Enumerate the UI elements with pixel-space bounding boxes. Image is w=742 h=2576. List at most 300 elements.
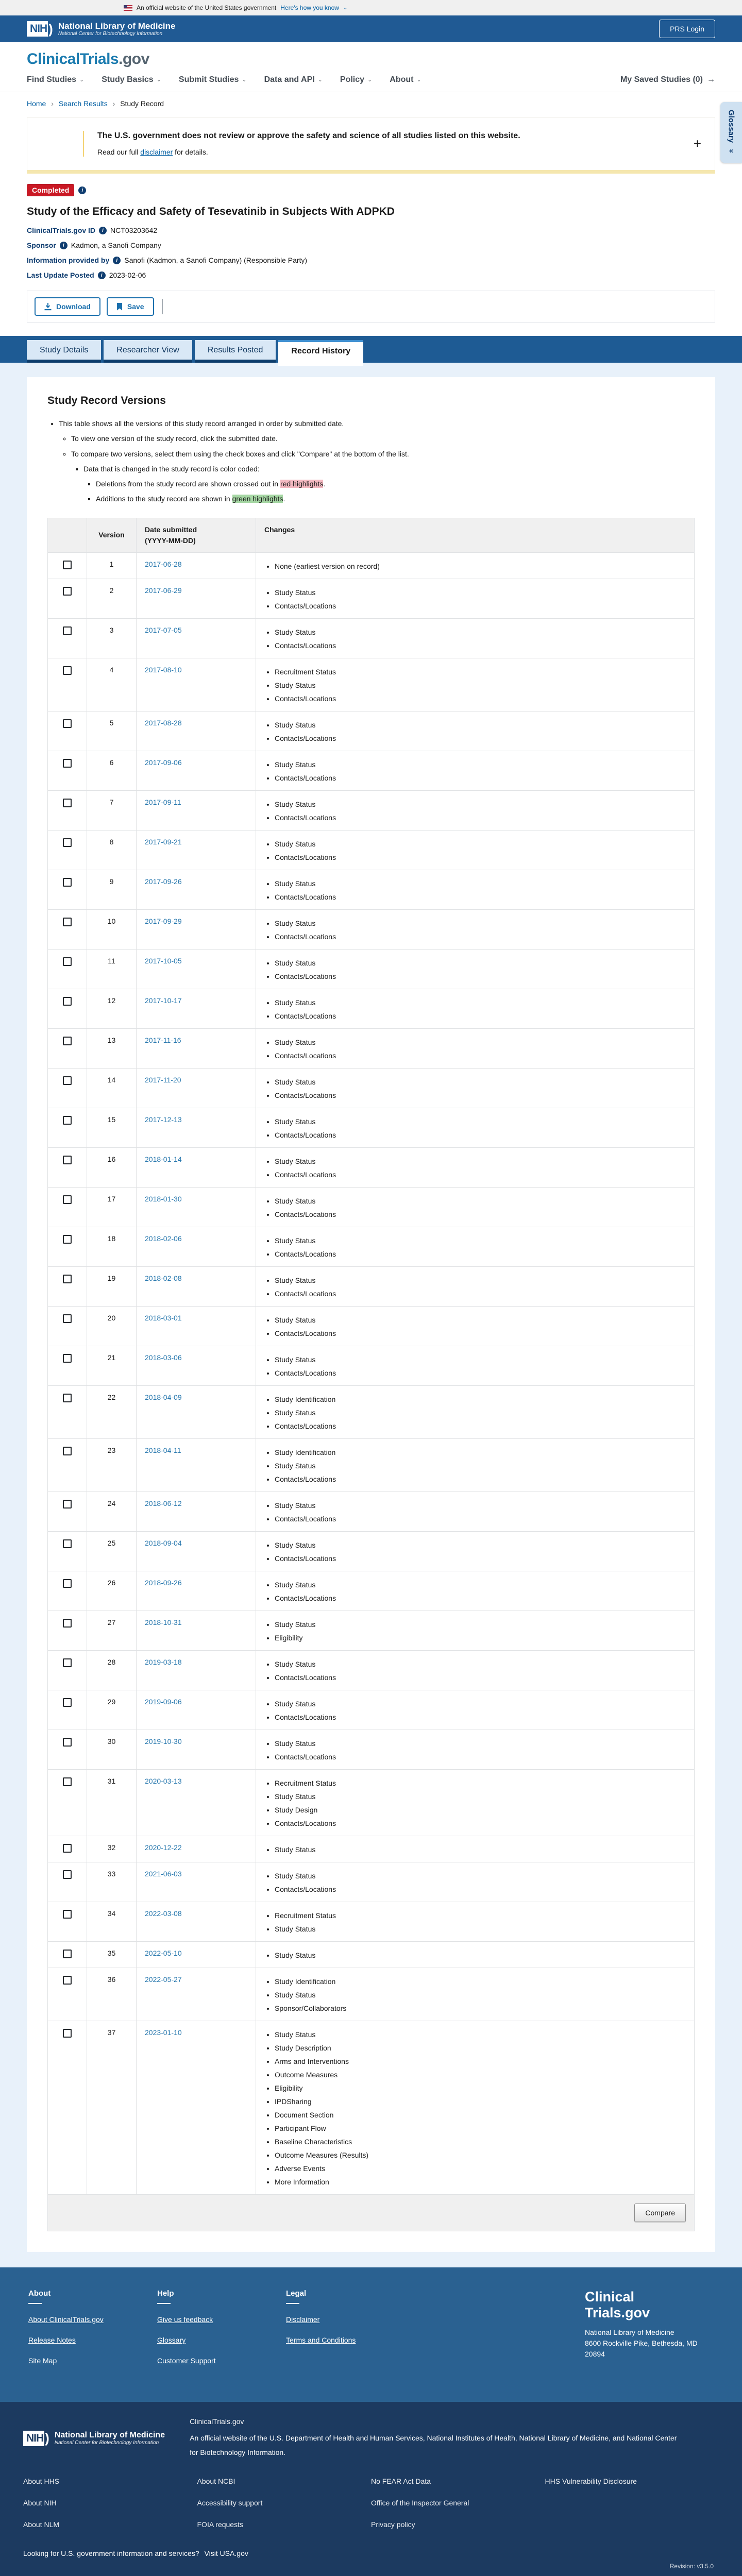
version-date-link[interactable]: 2022-03-08: [145, 1909, 182, 1918]
nih-logo[interactable]: [27, 21, 176, 37]
change-item: • Study Status: [275, 2028, 686, 2041]
version-number: 15: [87, 1108, 137, 1147]
version-date-link[interactable]: 2018-02-06: [145, 1234, 182, 1243]
breadcrumb-current: Study Record: [120, 99, 164, 108]
nih-logo-icon: NIH ): [23, 2430, 49, 2446]
change-item: • Contacts/Locations: [275, 1883, 686, 1896]
version-date-link[interactable]: 2017-09-06: [145, 758, 182, 767]
changes-list: [275, 996, 686, 1023]
footer-heading: Legal: [286, 2289, 307, 2298]
glossary-side-tab[interactable]: [720, 102, 742, 163]
table-row: [48, 2021, 695, 2194]
table-row: [48, 1385, 695, 1438]
change-item: • Study Status: [275, 996, 686, 1009]
version-checkbox[interactable]: [63, 1195, 72, 1204]
footer-link-site-map[interactable]: Site Map: [28, 2356, 57, 2365]
arrow-right-icon: →: [707, 75, 715, 84]
version-number: 16: [87, 1147, 137, 1187]
footer-link-no-fear-act-data[interactable]: No FEAR Act Data: [371, 2477, 431, 2485]
changes-list: [275, 1393, 686, 1433]
version-date-link[interactable]: 2017-11-16: [145, 1036, 181, 1044]
version-date-link[interactable]: 2021-06-03: [145, 1869, 182, 1878]
version-date-link[interactable]: 2019-09-06: [145, 1697, 182, 1706]
footer-link-foia-requests[interactable]: FOIA requests: [197, 2520, 243, 2529]
version-checkbox[interactable]: [63, 878, 72, 887]
table-row: [48, 1147, 695, 1187]
footer-link-terms-and-conditions[interactable]: Terms and Conditions: [286, 2335, 356, 2344]
change-item: • Document Section: [275, 2108, 686, 2122]
version-date-link[interactable]: 2017-10-05: [145, 956, 182, 965]
version-date-link[interactable]: 2018-03-06: [145, 1353, 182, 1362]
change-item: • Contacts/Locations: [275, 1247, 686, 1261]
changes-list: [275, 1869, 686, 1896]
nav-item-study-basics[interactable]: Study Basics ⌄: [102, 75, 161, 84]
version-table: [47, 518, 695, 2195]
table-header-row: [48, 518, 695, 552]
version-checkbox[interactable]: [63, 2029, 72, 2038]
changes-list: [275, 1274, 686, 1300]
change-item: • Arms and Interventions: [275, 2055, 686, 2068]
meta-row: [27, 241, 715, 249]
change-item: • Study Description: [275, 2041, 686, 2055]
version-number: 7: [87, 790, 137, 830]
footer-link-about-nih[interactable]: About NIH: [23, 2498, 57, 2507]
meta-value: 2023-02-06: [109, 271, 146, 279]
version-number: 29: [87, 1690, 137, 1730]
change-item: • Contacts/Locations: [275, 1366, 686, 1380]
change-item: • Study Status: [275, 758, 686, 771]
footer-link-customer-support[interactable]: Customer Support: [157, 2356, 216, 2365]
change-item: • More Information: [275, 2175, 686, 2189]
footer-link-release-notes[interactable]: Release Notes: [28, 2335, 76, 2344]
footer-link-about-hhs[interactable]: About HHS: [23, 2477, 60, 2485]
version-checkbox[interactable]: [63, 1870, 72, 1879]
download-button[interactable]: Download: [35, 297, 100, 316]
version-checkbox[interactable]: [63, 561, 72, 569]
footer-links-grid: [23, 2477, 719, 2542]
breadcrumb-separator: ›: [112, 99, 115, 108]
changes-list: [275, 798, 686, 824]
change-item: • Study Status: [275, 1618, 686, 1631]
version-checkbox[interactable]: [63, 587, 72, 596]
version-date-link[interactable]: 2019-03-18: [145, 1657, 182, 1666]
version-date-link[interactable]: 2017-09-21: [145, 837, 182, 846]
changes-list: [275, 1697, 686, 1724]
tab-record-history[interactable]: Record History: [278, 340, 363, 366]
version-checkbox[interactable]: [63, 1037, 72, 1045]
table-row: [48, 1227, 695, 1266]
info-icon[interactable]: i: [99, 227, 107, 234]
statement-link[interactable]: National Institutes of Health: [427, 2433, 515, 2442]
table-row: [48, 1690, 695, 1730]
version-checkbox[interactable]: [63, 1235, 72, 1244]
disclaimer-link[interactable]: disclaimer: [140, 148, 173, 156]
version-checkbox[interactable]: [63, 719, 72, 728]
change-item: • Contacts/Locations: [275, 639, 686, 652]
table-row: [48, 909, 695, 949]
table-row: [48, 1611, 695, 1650]
version-number: 26: [87, 1571, 137, 1611]
changes-list: [275, 1618, 686, 1645]
version-number: 34: [87, 1902, 137, 1941]
changes-list: [275, 1036, 686, 1062]
table-row: [48, 579, 695, 618]
nav-item-data-and-api[interactable]: Data and API ⌄: [264, 75, 323, 84]
change-item: • Study Status: [275, 1922, 686, 1936]
version-checkbox[interactable]: [63, 1394, 72, 1402]
version-checkbox[interactable]: [63, 1539, 72, 1548]
version-date-link[interactable]: 2017-11-20: [145, 1075, 181, 1084]
version-date-link[interactable]: 2017-09-26: [145, 877, 182, 886]
version-checkbox[interactable]: [63, 1910, 72, 1919]
version-date-link[interactable]: 2018-09-26: [145, 1578, 182, 1587]
version-number: 22: [87, 1385, 137, 1438]
change-item: • Study Status: [275, 877, 686, 890]
version-number: 14: [87, 1068, 137, 1108]
visit-usagov-link[interactable]: Visit USA.gov: [204, 2549, 248, 2557]
change-item: • Study Status: [275, 1313, 686, 1327]
footer-heading: About: [28, 2289, 51, 2298]
table-row: [48, 552, 695, 579]
change-item: • Study Status: [275, 586, 686, 599]
version-checkbox[interactable]: [63, 626, 72, 635]
version-date-link[interactable]: 2018-04-09: [145, 1393, 182, 1401]
intro-item: ◦ To compare two versions, select them using the check boxes and click "Compare" at the bottom of the list.: [71, 449, 695, 459]
changes-list: [275, 1234, 686, 1261]
nav-item-submit-studies[interactable]: Submit Studies ⌄: [178, 75, 247, 84]
version-checkbox[interactable]: [63, 1579, 72, 1588]
change-item: • None (earliest version on record): [275, 560, 686, 573]
version-date-link[interactable]: 2017-09-29: [145, 917, 182, 925]
my-saved-studies-link[interactable]: My Saved Studies (0) →: [620, 75, 715, 84]
version-checkbox[interactable]: [63, 838, 72, 847]
table-row: [48, 830, 695, 870]
tab-results-posted[interactable]: Results Posted: [195, 340, 276, 363]
table-row: [48, 1836, 695, 1862]
table-row: [48, 1266, 695, 1306]
change-item: • Eligibility: [275, 1631, 686, 1645]
change-item: • Study Status: [275, 1459, 686, 1472]
version-number: 27: [87, 1611, 137, 1650]
changes-list: [275, 625, 686, 652]
statement-link[interactable]: National Library of Medicine: [519, 2433, 609, 2442]
table-row: [48, 1306, 695, 1346]
table-row: [48, 1028, 695, 1068]
changes-column-header: Changes: [256, 518, 695, 552]
version-checkbox[interactable]: [63, 1156, 72, 1164]
tab-researcher-view[interactable]: Researcher View: [104, 340, 192, 363]
prs-login-button[interactable]: PRS Login: [659, 20, 715, 38]
changes-list: [275, 1843, 686, 1856]
change-item: • Study Status: [275, 917, 686, 930]
change-item: • Contacts/Locations: [275, 811, 686, 824]
glossary-label: Glossary: [727, 110, 736, 143]
version-number: 21: [87, 1346, 137, 1385]
footer-link-accessibility-support[interactable]: Accessibility support: [197, 2498, 263, 2507]
version-checkbox[interactable]: [63, 1738, 72, 1747]
version-checkbox[interactable]: [63, 1777, 72, 1786]
chevron-down-icon: ⌄: [367, 76, 373, 83]
main-nav: [27, 75, 715, 92]
version-checkbox[interactable]: [63, 957, 72, 966]
change-item: • Contacts/Locations: [275, 1817, 686, 1830]
change-item: • Contacts/Locations: [275, 599, 686, 613]
footer-link-glossary[interactable]: Glossary: [157, 2335, 186, 2344]
footer-link-office-of-the-inspector-general[interactable]: Office of the Inspector General: [371, 2498, 469, 2507]
statement-link[interactable]: National Center for Biotechnology Information: [190, 2433, 677, 2456]
version-checkbox[interactable]: [63, 1619, 72, 1628]
version-date-link[interactable]: 2018-01-14: [145, 1155, 182, 1163]
version-date-link[interactable]: 2017-06-28: [145, 560, 182, 568]
change-item: • Contacts/Locations: [275, 1049, 686, 1062]
version-number: 32: [87, 1836, 137, 1862]
version-checkbox[interactable]: [63, 1698, 72, 1707]
version-date-link[interactable]: 2022-05-10: [145, 1948, 182, 1957]
version-date-link[interactable]: 2020-03-13: [145, 1776, 182, 1785]
change-item: • Study Status: [275, 1115, 686, 1128]
table-row: [48, 1108, 695, 1147]
change-item: • Study Identification: [275, 1975, 686, 1988]
bookmark-icon: [116, 303, 123, 311]
intro-item: ▪ Data that is changed in the study record is color coded:: [83, 464, 695, 474]
version-number: 25: [87, 1531, 137, 1571]
version-date-link[interactable]: 2018-02-08: [145, 1274, 182, 1282]
changes-list: [275, 956, 686, 983]
chevron-down-icon: ⌄: [79, 76, 85, 83]
version-number: 37: [87, 2021, 137, 2194]
change-item: • Contacts/Locations: [275, 1089, 686, 1102]
version-checkbox[interactable]: [63, 918, 72, 926]
toolbar-divider: [162, 299, 163, 314]
table-row: [48, 1730, 695, 1769]
version-date-link[interactable]: 2018-01-30: [145, 1194, 182, 1203]
change-item: • Study Status: [275, 1697, 686, 1710]
version-number: 35: [87, 1941, 137, 1968]
version-checkbox[interactable]: [63, 799, 72, 807]
version-number: 36: [87, 1968, 137, 2021]
table-row: [48, 870, 695, 909]
footer-link-about-clinicaltrials-gov[interactable]: About ClinicalTrials.gov: [28, 2315, 104, 2324]
change-item: • Contacts/Locations: [275, 930, 686, 943]
version-number: 6: [87, 751, 137, 790]
version-date-link[interactable]: 2018-06-12: [145, 1499, 182, 1507]
clinicaltrials-logo[interactable]: ClinicalTrials.gov: [27, 50, 149, 67]
nav-item-policy[interactable]: Policy ⌄: [340, 75, 373, 84]
version-number: 1: [87, 552, 137, 579]
table-row: [48, 1941, 695, 1968]
changes-list: [275, 917, 686, 943]
alert-expand-button[interactable]: +: [693, 135, 701, 151]
change-item: • Study Status: [275, 798, 686, 811]
version-date-link[interactable]: 2017-06-29: [145, 586, 182, 595]
footer-link-hhs-vulnerability-disclosure[interactable]: HHS Vulnerability Disclosure: [545, 2477, 637, 2485]
heres-how-link[interactable]: Here's how you know: [280, 4, 339, 11]
footer-brand: Clinical Trials.gov National Library of Medicine 8600 Rockville Pike, Bethesda, MD 20894: [585, 2289, 714, 2377]
gov-banner-text: An official website of the United States government: [137, 4, 277, 11]
table-row: [48, 1187, 695, 1227]
chevron-down-icon: ⌄: [317, 76, 323, 83]
version-number: 4: [87, 658, 137, 711]
nih-logo-icon: NIH ): [27, 21, 53, 37]
nav-item-find-studies[interactable]: Find Studies ⌄: [27, 75, 85, 84]
footer-heading: Help: [157, 2289, 174, 2298]
site-footer: [0, 2267, 742, 2402]
change-item: • Study Status: [275, 1657, 686, 1671]
change-item: • Contacts/Locations: [275, 1671, 686, 1684]
footer-column-help: [157, 2289, 286, 2377]
version-checkbox[interactable]: [63, 1950, 72, 1958]
change-item: • Study Status: [275, 625, 686, 639]
info-icon[interactable]: i: [60, 242, 68, 249]
version-date-link[interactable]: 2019-10-30: [145, 1737, 182, 1745]
meta-label: ClinicalTrials.gov ID: [27, 226, 96, 234]
tab-study-details[interactable]: Study Details: [27, 340, 101, 363]
version-checkbox[interactable]: [63, 1447, 72, 1455]
change-item: • Recruitment Status: [275, 1909, 686, 1922]
version-date-link[interactable]: 2017-08-28: [145, 718, 182, 727]
version-checkbox[interactable]: [63, 1275, 72, 1283]
change-item: • Study Status: [275, 1790, 686, 1803]
table-row: [48, 1068, 695, 1108]
change-item: • Recruitment Status: [275, 1776, 686, 1790]
changes-list: [275, 1975, 686, 2015]
intro-list: [59, 418, 695, 504]
meta-row: [27, 271, 715, 279]
version-number: 31: [87, 1769, 137, 1836]
change-item: • Contacts/Locations: [275, 1168, 686, 1181]
change-item: • Contacts/Locations: [275, 732, 686, 745]
version-checkbox[interactable]: [63, 1076, 72, 1085]
meta-value: NCT03203642: [110, 226, 158, 234]
change-item: • Contacts/Locations: [275, 970, 686, 983]
footer-link-give-us-feedback[interactable]: Give us feedback: [157, 2315, 213, 2324]
changes-list: [275, 1313, 686, 1340]
org-subname: National Center for Biotechnology Information: [58, 31, 163, 37]
change-item: • Study Status: [275, 1353, 686, 1366]
chevron-down-icon: ⌄: [343, 5, 348, 11]
change-item: • Study Status: [275, 1869, 686, 1883]
chevron-down-icon: ⌄: [416, 76, 421, 83]
table-footer: [47, 2195, 695, 2231]
version-number: 28: [87, 1650, 137, 1690]
us-flag-icon: [124, 5, 132, 11]
version-date-link[interactable]: 2018-04-11: [145, 1446, 181, 1454]
version-checkbox[interactable]: [63, 1314, 72, 1323]
version-checkbox[interactable]: [63, 997, 72, 1006]
footer-link-about-ncbi[interactable]: About NCBI: [197, 2477, 235, 2485]
table-row: [48, 1769, 695, 1836]
meta-label: Sponsor: [27, 241, 56, 249]
table-row: [48, 1531, 695, 1571]
info-icon[interactable]: i: [98, 272, 106, 279]
version-checkbox[interactable]: [63, 1354, 72, 1363]
changes-list: [275, 837, 686, 864]
changes-list: [275, 1538, 686, 1565]
nlm-footer-logo[interactable]: NIH ) National Library of Medicine National Center for Biotechnology Information: [23, 2417, 165, 2460]
version-number: 24: [87, 1492, 137, 1531]
change-item: • Eligibility: [275, 2081, 686, 2095]
version-date-link[interactable]: 2018-03-01: [145, 1313, 182, 1322]
version-date-link[interactable]: 2018-10-31: [145, 1618, 182, 1626]
version-checkbox[interactable]: [63, 1116, 72, 1125]
version-checkbox[interactable]: [63, 1500, 72, 1509]
change-item: • Study Status: [275, 1274, 686, 1287]
table-row: [48, 618, 695, 658]
breadcrumb: [0, 92, 742, 110]
version-date-link[interactable]: 2022-05-27: [145, 1975, 182, 1984]
changes-list: [275, 1657, 686, 1684]
change-item: • Contacts/Locations: [275, 1710, 686, 1724]
disclaimer-alert: [27, 117, 715, 174]
version-checkbox[interactable]: [63, 666, 72, 675]
version-date-link[interactable]: 2023-01-10: [145, 2028, 182, 2037]
breadcrumb-home[interactable]: Home: [27, 99, 46, 108]
version-date-link[interactable]: 2017-08-10: [145, 665, 182, 674]
changes-list: [275, 1776, 686, 1830]
info-icon[interactable]: i: [113, 257, 121, 264]
table-row: [48, 949, 695, 989]
footer-link-privacy-policy[interactable]: Privacy policy: [371, 2520, 415, 2529]
site-header: [0, 42, 742, 92]
meta-row: [27, 256, 715, 264]
footer-link-disclaimer[interactable]: Disclaimer: [286, 2315, 320, 2324]
version-checkbox[interactable]: [63, 759, 72, 768]
version-checkbox[interactable]: [63, 1844, 72, 1853]
version-date-link[interactable]: 2020-12-22: [145, 1843, 182, 1852]
change-item: • Contacts/Locations: [275, 1750, 686, 1764]
change-item: • Study Status: [275, 1538, 686, 1552]
version-date-link[interactable]: 2017-09-11: [145, 798, 181, 806]
table-row: [48, 1346, 695, 1385]
footer-link-about-nlm[interactable]: About NLM: [23, 2520, 60, 2529]
version-checkbox[interactable]: [63, 1976, 72, 1985]
intro-item-red: ▪ Deletions from the study record are shown crossed out in red highlights.: [96, 479, 695, 489]
version-date-link[interactable]: 2018-09-04: [145, 1538, 182, 1547]
version-checkbox[interactable]: [63, 1658, 72, 1667]
table-row: [48, 1438, 695, 1492]
nav-item-about[interactable]: About ⌄: [390, 75, 421, 84]
breadcrumb-search-results[interactable]: Search Results: [58, 99, 108, 108]
footer-column-about: [28, 2289, 157, 2377]
breadcrumb-separator: ›: [51, 99, 54, 108]
version-number: 19: [87, 1266, 137, 1306]
change-item: • Contacts/Locations: [275, 1512, 686, 1526]
version-number: 30: [87, 1730, 137, 1769]
changes-list: [275, 1578, 686, 1605]
version-date-link[interactable]: 2017-12-13: [145, 1115, 182, 1124]
chevron-down-icon: ⌄: [242, 76, 247, 83]
info-icon[interactable]: i: [78, 187, 86, 194]
change-item: • Adverse Events: [275, 2162, 686, 2175]
save-button[interactable]: Save: [107, 297, 154, 316]
collapse-icon: «: [729, 146, 734, 155]
checkbox-column-header: [48, 518, 87, 552]
version-date-link[interactable]: 2017-10-17: [145, 996, 182, 1005]
change-item: • Study Status: [275, 1843, 686, 1856]
changes-list: [275, 1115, 686, 1142]
version-table-body: [48, 552, 695, 2194]
changes-list: [275, 758, 686, 785]
statement-link[interactable]: U.S. Department of Health and Human Services: [269, 2433, 423, 2442]
changes-list: [275, 2028, 686, 2189]
table-row: [48, 711, 695, 751]
version-number: 23: [87, 1438, 137, 1492]
study-summary: [0, 174, 742, 279]
compare-button[interactable]: Compare: [634, 2204, 686, 2222]
version-date-link[interactable]: 2017-07-05: [145, 625, 182, 634]
study-meta: [27, 226, 715, 279]
change-item: • Study Status: [275, 1194, 686, 1208]
